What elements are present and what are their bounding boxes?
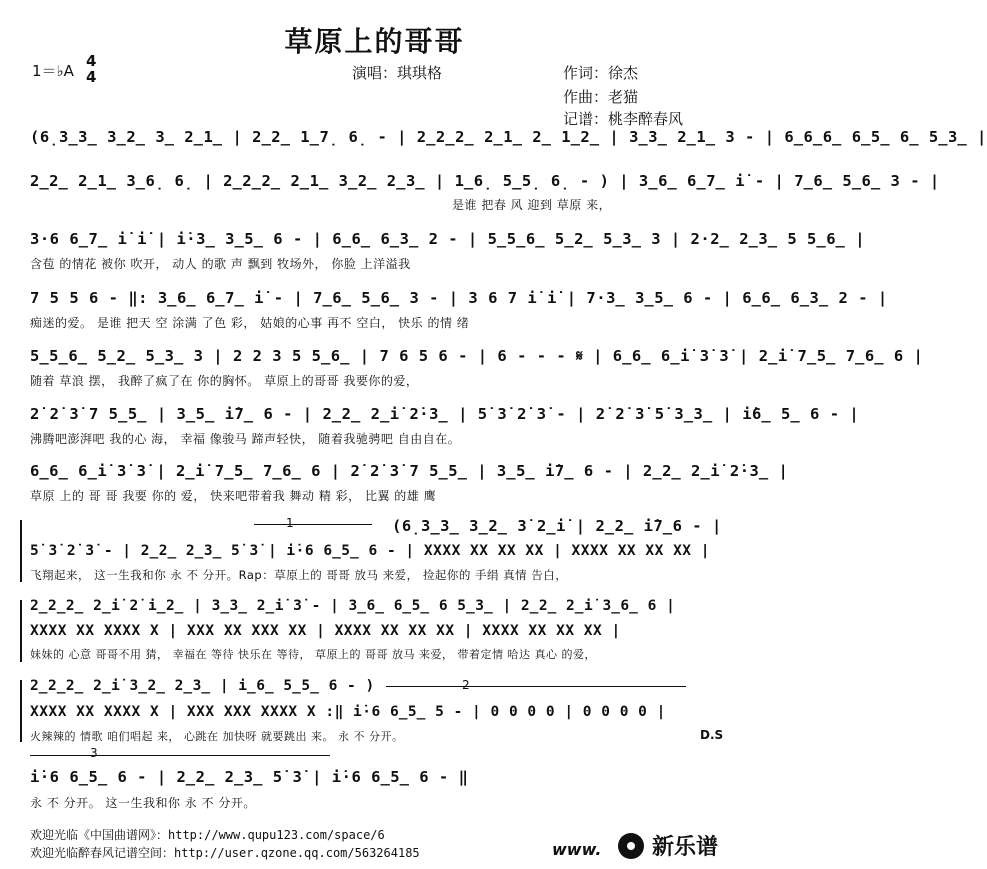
score-line-5: 5̲5̲6̲ 5̲2̲ 5̲3̲ 3 | 2 2 3 5 5̲6̲ | 7 6 5 6 - | 6 - - - 𝄋 | 6̲6̲ 6̲i̇ 3̇ 3̇ | 2̲i̇ 7̲5̲ 7̲6̲ 6 | bbox=[30, 347, 924, 365]
transcriber-credit: 记谱：桃李醉春风 bbox=[563, 110, 684, 128]
score-line-7: 6̲6̲ 6̲i̇ 3̇ 3̇ | 2̲i̇ 7̲5̲ 7̲6̲ 6 | 2̇ 2̇ 3̇ 7 5̲5̲ | 3̲5̲ i̇7̲ 6 - | 2̲2̲ 2̲i̇ 2̇·3̲ | bbox=[30, 462, 789, 480]
volta-bracket bbox=[30, 755, 330, 756]
lyric-line-3: 含苞 的情花 被你 吹开， 动人 的歌 声 飘到 牧场外， 你脸 上洋溢我 bbox=[30, 257, 411, 271]
lyric-line-6: 沸腾吧澎湃吧 我的心 海， 幸福 像骏马 蹄声轻快， 随着我驰骋吧 自由自在。 bbox=[30, 432, 461, 446]
system-bracket bbox=[20, 680, 22, 742]
score-line-11: i̇·6 6̲5̲ 6 - | 2̲2̲ 2̲3̲ 5̇ 3̇ | i̇·6 6̲5̲ 6 - ‖ bbox=[30, 768, 469, 786]
key-signature: 1＝♭A bbox=[32, 62, 74, 80]
system-bracket bbox=[20, 600, 22, 662]
volta-bracket bbox=[254, 524, 372, 525]
rap-upper-row-3: 2̲2̲2̲ 2̲i̇ 3̲2̲ 2̲3̲ | i̲6̲ 5̲5̲ 6 - ) bbox=[30, 678, 375, 694]
score-line-1: (6̣3̲3̲ 3̲2̲ 3̲ 2̲1̲ | 2̲2̲ 1̲7̣ 6̣ - | 2̲2̲2̲ 2̲1̲ 2̲ 1̲2̲ | 3̲3̲ 2̲1̲ 3 - | 6̲6̲6̲ 6̲5̲ 6̲ 5̲3̲ | bbox=[30, 128, 987, 146]
lyric-line-4: 痴迷的爱。 是谁 把天 空 涂满 了色 彩， 姑娘的心事 再不 空白， 快乐 的情 绪 bbox=[30, 316, 470, 330]
site-watermark: www. bbox=[552, 840, 602, 859]
score-line-2: 2̲2̲ 2̲1̲ 3̲6̣ 6̣ | 2̲2̲2̲ 2̲1̲ 3̲2̲ 2̲3̲ | 1̲6̣ 5̲5̣ 6̣ - ) | 3̲6̲ 6̲7̲ i̇ - | 7̲6̲ 5̲6̲ 3 - | bbox=[30, 172, 940, 190]
volta-2-label: 2 bbox=[462, 678, 470, 692]
footer-link-1[interactable]: 欢迎光临《中国曲谱网》：http://www.qupu123.com/space/6 bbox=[30, 828, 385, 842]
rap-upper-row-2: 2̲2̲2̲ 2̲i̇ 2̇ i̲2̲ | 3̲3̲ 2̲i̇ 3̇ - | 3̲6̲ 6̲5̲ 6 5̲3̲ | 2̲2̲ 2̲i̇ 3̲6̲ 6 | bbox=[30, 598, 676, 614]
score-line-4: 7 5 5 6 - ‖: 3̲6̲ 6̲7̲ i̇ - | 7̲6̲ 5̲6̲ 3 - | 3 6 7 i̇ i̇ | 7·3̲ 3̲5̲ 6 - | 6̲6̲ 6̲3̲ 2 - | bbox=[30, 289, 888, 307]
score-line-9: XXXX XX XXXX X | XXX XX XXX XX | XXXX XX XX XX | XXXX XX XX XX | bbox=[30, 623, 621, 639]
score-line-6: 2̇ 2̇ 3̇ 7 5̲5̲ | 3̲5̲ i̇7̲ 6 - | 2̲2̲ 2̲i̇ 2̇·3̲ | 5̇ 3̇ 2̇ 3̇ - | 2̇ 2̇ 3̇ 5̇ 3̲3̲ | i̇6̲ 5̲ 6 - | bbox=[30, 405, 860, 423]
lyric-line-11: 永 不 分开。 这一生我和你 永 不 分开。 bbox=[30, 796, 256, 810]
brand-name: 新乐谱 bbox=[652, 835, 719, 860]
system-bracket bbox=[20, 520, 22, 582]
vinyl-record-icon bbox=[618, 833, 644, 859]
time-signature-bottom: 4 bbox=[86, 68, 97, 86]
lyric-line-7: 草原 上的 哥 哥 我要 你的 爱， 快来吧带着我 舞动 精 彩， 比翼 的雄 鹰 bbox=[30, 489, 437, 503]
lyric-line-10: 火辣辣的 情歌 咱们唱起 来， 心跳在 加快呀 就要跳出 来。 永 不 分开。 bbox=[30, 730, 404, 743]
volta-3-label: 3 bbox=[90, 746, 98, 760]
lyric-line-9: 妹妹的 心意 哥哥不用 猜， 幸福在 等待 快乐在 等待， 草原上的 哥哥 放马 来爱， 带着定情 哈达 真心 的爱， bbox=[30, 648, 596, 661]
score-line-8: 5̇ 3̇ 2̇ 3̇ - | 2̲2̲ 2̲3̲ 5̇ 3̇ | i̇·6 6̲5̲ 6 - | XXXX XX XX XX | XXXX XX XX XX | bbox=[30, 543, 711, 559]
song-title: 草原上的哥哥 bbox=[284, 25, 465, 58]
volta-1-label: 1 bbox=[286, 516, 294, 530]
lyric-line-2: 是谁 把春 风 迎到 草原 来， bbox=[452, 198, 612, 212]
brand-logo bbox=[618, 830, 718, 861]
lyric-line-5: 随着 草浪 摆， 我醉了疯了在 你的胸怀。 草原上的哥哥 我要你的爱， bbox=[30, 374, 419, 388]
composer-credit: 作曲：老猫 bbox=[563, 88, 639, 106]
time-signature-top: 4 bbox=[86, 52, 97, 70]
footer-link-2[interactable]: 欢迎光临醉春风记谱空间：http://user.qzone.qq.com/563264185 bbox=[30, 846, 420, 860]
score-line-10: XXXX XX XXXX X | XXX XXX XXXX X :‖ i̇·6 6̲5̲ 5 - | 0 0 0 0 | 0 0 0 0 | bbox=[30, 704, 666, 720]
rap-upper-row-1: (6̣3̲3̲ 3̲2̲ 3̇ 2̲i̇ | 2̲2̲ i̇7̲6 - | bbox=[392, 517, 722, 535]
score-line-3: 3·6 6̲7̲ i̇ i̇ | i̇·3̲ 3̲5̲ 6 - | 6̲6̲ 6̲3̲ 2 - | 5̲5̲6̲ 5̲2̲ 5̲3̲ 3 | 2·2̲ 2̲3̲ 5 5̲6̲ | bbox=[30, 230, 866, 248]
lyricist-credit: 作词：徐杰 bbox=[563, 64, 639, 82]
singer-credit: 演唱：琪琪格 bbox=[352, 64, 443, 82]
lyric-line-8: 飞翔起来， 这一生我和你 永 不 分开。Rap：草原上的 哥哥 放马 来爱， 捡起你的 手绢 真情 告白， bbox=[30, 568, 568, 582]
dal-segno-mark: D.S bbox=[700, 728, 724, 742]
volta-bracket bbox=[386, 686, 686, 687]
